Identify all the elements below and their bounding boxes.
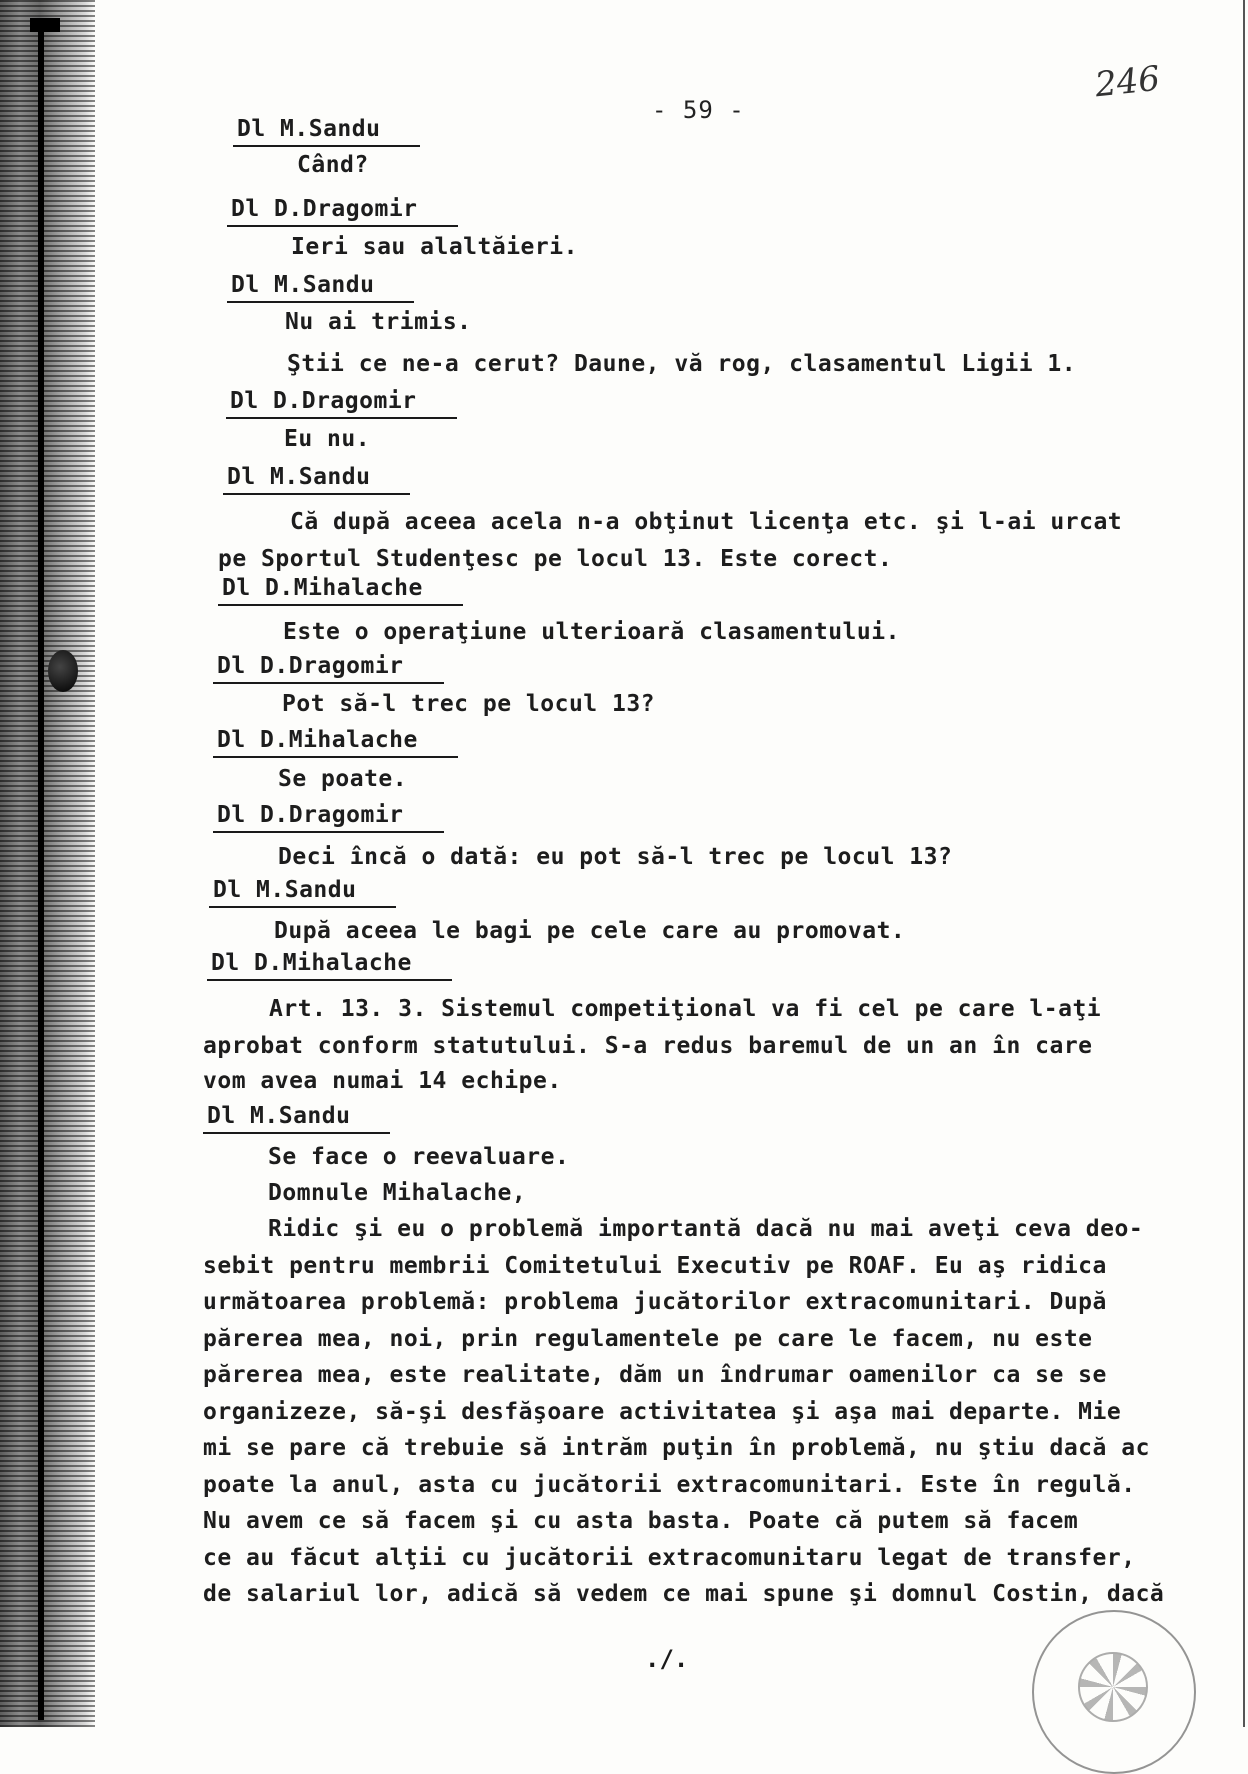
transcript-line: Pot să-l trec pe locul 13? (282, 691, 656, 717)
continuation-mark: ./. (645, 1645, 689, 1673)
transcript-line: Domnule Mihalache, (268, 1180, 527, 1206)
speaker-name: Dl M.Sandu (203, 1105, 390, 1134)
page-number: - 59 - (652, 96, 745, 124)
speaker-name: Dl D.Mihalache (218, 577, 463, 606)
transcript-line: Deci încă o dată: eu pot să-l trec pe locul 13? (278, 844, 953, 870)
transcript-line: Ridic şi eu o problemă importantă dacă nu mai aveţi ceva deo- (268, 1216, 1144, 1242)
transcript-line: următoarea problemă: problema jucătorilor extracomunitari. După (203, 1289, 1107, 1315)
binding-spine (38, 20, 44, 1720)
transcript-line: vom avea numai 14 echipe. (203, 1068, 562, 1094)
speaker-name: Dl M.Sandu (223, 466, 410, 495)
transcript-line: Eu nu. (284, 426, 371, 452)
transcript-line: Nu avem ce să facem şi cu asta basta. Poate că putem să facem (203, 1508, 1079, 1534)
speaker-name: Dl D.Dragomir (213, 655, 444, 684)
stamp-football-emblem (1078, 1652, 1148, 1722)
binding-clip (30, 18, 60, 32)
speaker-name: Dl D.Mihalache (213, 729, 458, 758)
speaker-name: Dl D.Dragomir (227, 198, 458, 227)
page-edge (1243, 0, 1245, 1727)
transcript-line: aprobat conform statutului. S-a redus baremul de un an în care (203, 1033, 1093, 1059)
speaker-name: Dl M.Sandu (227, 274, 414, 303)
transcript-line: părerea mea, noi, prin regulamentele pe care le facem, nu este (203, 1326, 1093, 1352)
transcript-line: organizeze, să-şi desfăşoare activitatea şi aşa mai departe. Mie (203, 1399, 1122, 1425)
transcript-line: Este o operaţiune ulterioară clasamentului. (283, 619, 900, 645)
transcript-line: poate la anul, asta cu jucătorii extracomunitari. Este în regulă. (203, 1472, 1136, 1498)
speaker-name: Dl D.Mihalache (207, 952, 452, 981)
speaker-name: Dl D.Dragomir (226, 390, 457, 419)
transcript-line: După aceea le bagi pe cele care au promovat. (274, 918, 906, 944)
transcript-line: Se poate. (278, 766, 408, 792)
transcript-line: ce au făcut alţii cu jucătorii extracomunitaru legat de transfer, (203, 1545, 1136, 1571)
transcript-line: de salariul lor, adică să vedem ce mai spune şi domnul Costin, dacă (203, 1581, 1165, 1607)
transcript-line: Se face o reevaluare. (268, 1144, 570, 1170)
transcript-line: Ieri sau alaltăieri. (291, 234, 578, 260)
transcript-line: pe Sportul Studenţesc pe locul 13. Este corect. (218, 546, 893, 572)
speaker-name: Dl D.Dragomir (213, 804, 444, 833)
transcript-line: Că după aceea acela n-a obţinut licenţa etc. şi l-ai urcat (290, 509, 1123, 535)
transcript-line: mi se pare că trebuie să intrăm puţin în problemă, nu ştiu dacă ac (203, 1435, 1150, 1461)
transcript-line: Art. 13. 3. Sistemul competiţional va fi cel pe care l-aţi (269, 996, 1102, 1022)
transcript-line: Când? (297, 152, 369, 178)
transcript-line: părerea mea, este realitate, dăm un îndrumar oamenilor ca se se (203, 1362, 1107, 1388)
punch-hole (48, 650, 78, 692)
scan-binding-edge (0, 0, 95, 1727)
folio-number: 246 (1093, 58, 1162, 106)
speaker-name: Dl M.Sandu (233, 118, 420, 147)
speaker-name: Dl M.Sandu (209, 879, 396, 908)
transcript-line: sebit pentru membrii Comitetului Executiv pe ROAF. Eu aş ridica (203, 1253, 1107, 1279)
transcript-line: Ştii ce ne-a cerut? Daune, vă rog, clasamentul Ligii 1. (287, 351, 1077, 377)
transcript-line: Nu ai trimis. (285, 309, 472, 335)
